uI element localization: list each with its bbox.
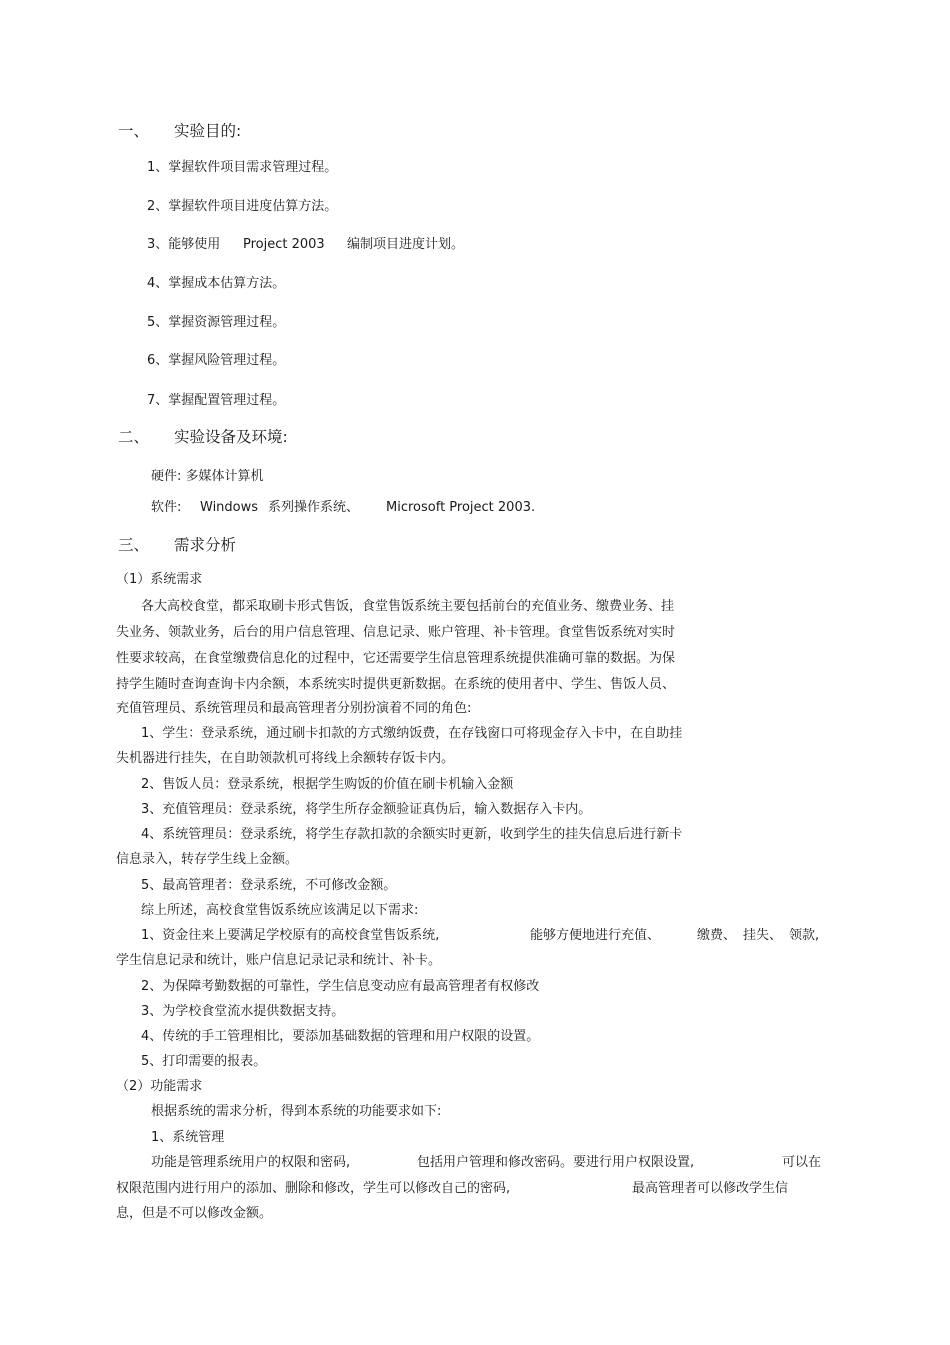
section1-title: 实验目的: — [174, 122, 242, 140]
section1-item-6: 6、掌握风险管理过程。 — [147, 353, 286, 368]
func1-part-a: 功能是管理系统用户的权限和密码, — [151, 1155, 351, 1170]
summary-line: 综上所述，高校食堂售饭系统应该满足以下需求: — [141, 903, 419, 918]
para1-line-3: 性要求较高，在食堂缴费信息化的过程中，它还需要学生信息管理系统提供准确可靠的数据。为保 — [116, 651, 676, 666]
section1-item-7: 7、掌握配置管理过程。 — [147, 393, 286, 408]
req-line-5: 5、打印需要的报表。 — [141, 1054, 267, 1069]
role-line-5: 4、系统管理员：登录系统，将学生存款扣款的余额实时更新，收到学生的挂失信息后进行新卡 — [141, 827, 683, 842]
req-line-3: 3、为学校食堂流水提供数据支持。 — [141, 1004, 345, 1019]
section1-item-3-prefix: 3、能够使用 — [147, 237, 221, 252]
section1-item-4: 4、掌握成本估算方法。 — [147, 276, 286, 291]
software-os: Windows — [200, 500, 259, 515]
subsection-2-title: （2）功能需求 — [116, 1079, 203, 1094]
para1-line-2: 失业务、领款业务，后台的用户信息管理、信息记录、账户管理、补卡管理。食堂售饭系统对实时 — [116, 625, 676, 640]
req1-part-b: 能够方便地进行充值、 — [530, 928, 661, 943]
func-intro: 根据系统的需求分析，得到本系统的功能要求如下: — [151, 1104, 442, 1119]
func1-part-c: 可以在 — [782, 1155, 822, 1170]
hardware-line: 硬件: 多媒体计算机 — [151, 469, 264, 484]
req-line-4: 4、传统的手工管理相比，要添加基础数据的管理和用户权限的设置。 — [141, 1029, 540, 1044]
func1-part-b: 包括用户管理和修改密码。要进行用户权限设置, — [417, 1155, 695, 1170]
role-line-1: 1、学生：登录系统，通过刷卡扣款的方式缴纳饭费，在存钱窗口可将现金存入卡中，在自助挂 — [141, 726, 683, 741]
role-line-3: 2、售饭人员：登录系统，根据学生购饭的价值在刷卡机输入金额 — [141, 777, 514, 792]
software-mid: 系列操作系统、 — [268, 500, 360, 515]
section1-item-1: 1、掌握软件项目需求管理过程。 — [147, 160, 338, 175]
section1-item-3-suffix: 编制项目进度计划。 — [347, 237, 465, 252]
role-line-2: 失机器进行挂失，在自助领款机可将线上余额转存饭卡内。 — [116, 751, 455, 766]
req-line-2: 2、为保障考勤数据的可靠性，学生信息变动应有最高管理者有权修改 — [141, 979, 540, 994]
section2-title: 实验设备及环境: — [174, 428, 288, 446]
para1-line-5: 充值管理员、系统管理员和最高管理者分别扮演着不同的角色: — [116, 701, 472, 716]
role-line-7: 5、最高管理者：登录系统，不可修改金额。 — [141, 878, 397, 893]
req1-part-f: 学生信息记录和统计，账户信息记录记录和统计、补卡。 — [116, 953, 442, 968]
para1-line-1: 各大高校食堂，都采取刷卡形式售饭，食堂售饭系统主要包括前台的充值业务、缴费业务、挂 — [141, 599, 675, 614]
section1-item-5: 5、掌握资源管理过程。 — [147, 315, 286, 330]
section3-title: 需求分析 — [174, 536, 237, 554]
para1-line-4: 持学生随时查询查询卡内余额，本系统实时提供更新数据。在系统的使用者中、学生、售饭人员、 — [116, 677, 676, 692]
software-project: Microsoft Project 2003. — [386, 500, 536, 515]
req1-part-c: 缴费、 — [697, 928, 737, 943]
software-label: 软件: — [151, 500, 182, 515]
section1-item-2: 2、掌握软件项目进度估算方法。 — [147, 199, 338, 214]
func1-part-d: 权限范围内进行用户的添加、删除和修改，学生可以修改自己的密码, — [116, 1181, 511, 1196]
req1-part-e: 领款, — [789, 928, 820, 943]
func1-part-f: 息，但是不可以修改金额。 — [116, 1206, 273, 1221]
func1-title: 1、系统管理 — [151, 1130, 225, 1145]
section1-number: 一、 — [118, 122, 150, 140]
func1-part-e: 最高管理者可以修改学生信 — [632, 1181, 789, 1196]
role-line-4: 3、充值管理员：登录系统，将学生所存金额验证真伪后，输入数据存入卡内。 — [141, 802, 592, 817]
section2-number: 二、 — [118, 428, 150, 446]
role-line-6: 信息录入，转存学生线上金额。 — [116, 852, 299, 867]
req1-part-a: 1、资金往来上要满足学校原有的高校食堂售饭系统, — [141, 928, 440, 943]
section1-item-3-software: Project 2003 — [243, 237, 325, 252]
req1-part-d: 挂失、 — [743, 928, 783, 943]
section3-number: 三、 — [118, 536, 150, 554]
subsection-1-title: （1）系统需求 — [116, 572, 203, 587]
